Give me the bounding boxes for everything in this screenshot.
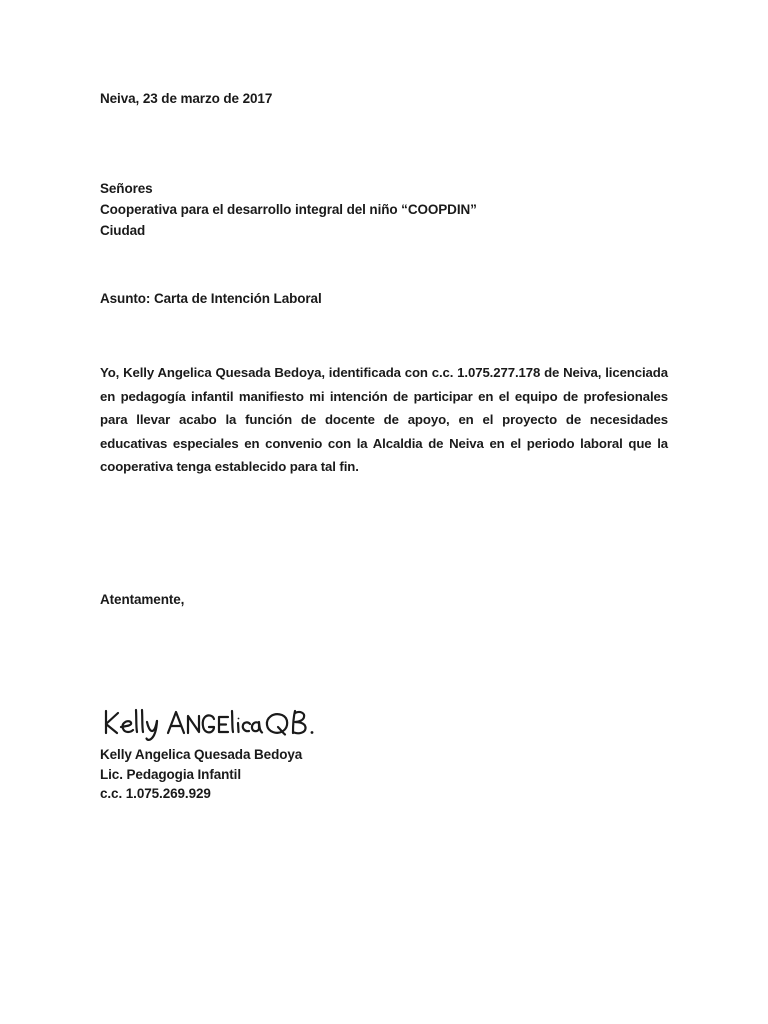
signer-details [100, 745, 500, 804]
recipient-block [100, 178, 477, 241]
subject-line: Asunto: Carta de Intención Laboral [100, 291, 322, 306]
signer-name: Kelly Angelica Quesada Bedoya [100, 747, 303, 762]
recipient-salutation: Señores [100, 181, 153, 196]
closing-line: Atentamente, [100, 592, 185, 607]
handwritten-signature-icon [102, 703, 317, 743]
signature-block [100, 703, 500, 804]
recipient-organization: Cooperativa para el desarrollo integral del niño “COOPDIN” [100, 202, 477, 217]
recipient-city: Ciudad [100, 223, 146, 238]
signer-title: Lic. Pedagogia Infantil [100, 766, 241, 782]
date-line: Neiva, 23 de marzo de 2017 [100, 91, 273, 106]
signer-id-number: c.c. 1.075.269.929 [100, 786, 211, 801]
body-paragraph: Yo, Kelly Angelica Quesada Bedoya, identificada con c.c. 1.075.277.178 de Neiva, licenciada en pedagogía infantil manifiesto mi intención de participar en el equipo de profesionales para llevar acabo la función de docente de apoyo, en el proyecto de necesidades educativas especiales en convenio con la Alcaldia de Neiva en el periodo laboral que la cooperativa tenga establecido para tal fin. [100, 365, 672, 474]
